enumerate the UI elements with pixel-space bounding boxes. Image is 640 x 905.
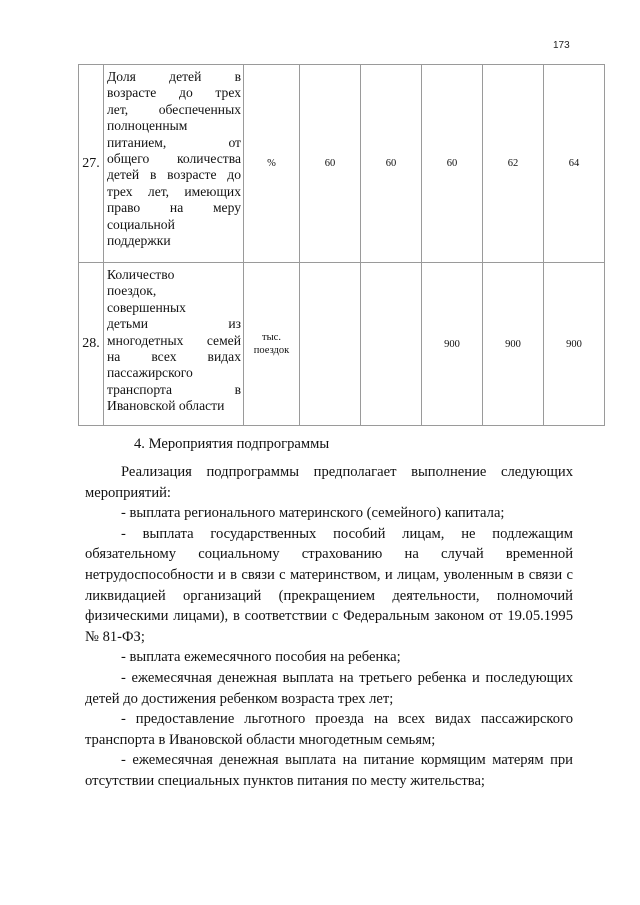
desc-line: социальной (107, 216, 175, 232)
desc-line: на всех видах (107, 349, 241, 365)
page-number: 173 (553, 40, 570, 51)
desc-line: общего количества (107, 151, 241, 167)
value-cell: 62 (483, 65, 544, 263)
table-row (79, 65, 605, 263)
desc-line: поддержки (107, 233, 171, 249)
value-cell: 60 (361, 65, 422, 263)
value-cell: 60 (422, 65, 483, 263)
paragraph: - предоставление льготного проезда на всех видах пассажирского транспорта в Ивановской области многодетным семьям; (85, 711, 573, 748)
value-cell: 900 (422, 263, 483, 426)
desc-line: многодетных семей (107, 332, 241, 348)
value-cell: 900 (483, 263, 544, 426)
value-cell: 900 (544, 263, 605, 426)
indicators-table (78, 64, 605, 426)
value-cell: 60 (300, 65, 361, 263)
paragraph: - выплата государственных пособий лицам, не подлежащим обязательному социальному страхованию на случай временной нетрудоспособности и в связи с материнством, и лицам, уволенным в связи с ликвидацией организаций (прекращением деятельности, полномочий физическими лицами), в соответствии с Федеральным законом от 19.05.1995 № 81-ФЗ; (85, 525, 573, 645)
desc-line: Ивановской области (107, 398, 225, 414)
desc-line: поездок, (107, 283, 157, 299)
desc-line: детьми из (107, 316, 241, 332)
paragraph: - выплата ежемесячного пособия на ребенка; (121, 649, 401, 666)
unit-cell: тыс. поездок (244, 263, 300, 426)
desc-line: возрасте до трех (107, 85, 241, 101)
row-number: 27. (79, 65, 104, 263)
desc-line: лет, обеспеченных (107, 101, 241, 117)
row-number: 28. (79, 263, 104, 426)
desc-line: пассажирского (107, 365, 193, 381)
desc-line: полноценным (107, 118, 188, 134)
unit-cell: % (244, 65, 300, 263)
indicator-description (104, 263, 244, 426)
value-cell: 64 (544, 65, 605, 263)
desc-line: Количество (107, 267, 175, 282)
desc-line: транспорта в (107, 381, 241, 397)
section-heading: 4. Мероприятия подпрограммы (134, 436, 330, 452)
table-row (79, 263, 605, 426)
paragraph: - ежемесячная денежная выплата на питание кормящим матерям при отсутствии специальных пунктов питания по месту жительства; (85, 752, 573, 789)
desc-line: трех лет, имеющих (107, 183, 241, 199)
value-cell (361, 263, 422, 426)
value-cell (300, 263, 361, 426)
section-body (85, 462, 573, 792)
indicator-description (104, 65, 244, 263)
paragraph: - ежемесячная денежная выплата на третьего ребенка и последующих детей до достижения ребенком возраста трех лет; (85, 669, 573, 707)
desc-line: детей в возрасте до (107, 167, 241, 183)
desc-line: питанием, от (107, 134, 241, 150)
paragraph: - выплата регионального материнского (семейного) капитала; (121, 505, 505, 522)
desc-line: Доля детей в (107, 69, 241, 84)
desc-line: право на меру (107, 200, 241, 216)
paragraph: Реализация подпрограммы предполагает выполнение следующих мероприятий: (85, 464, 573, 501)
desc-line: совершенных (107, 299, 186, 315)
